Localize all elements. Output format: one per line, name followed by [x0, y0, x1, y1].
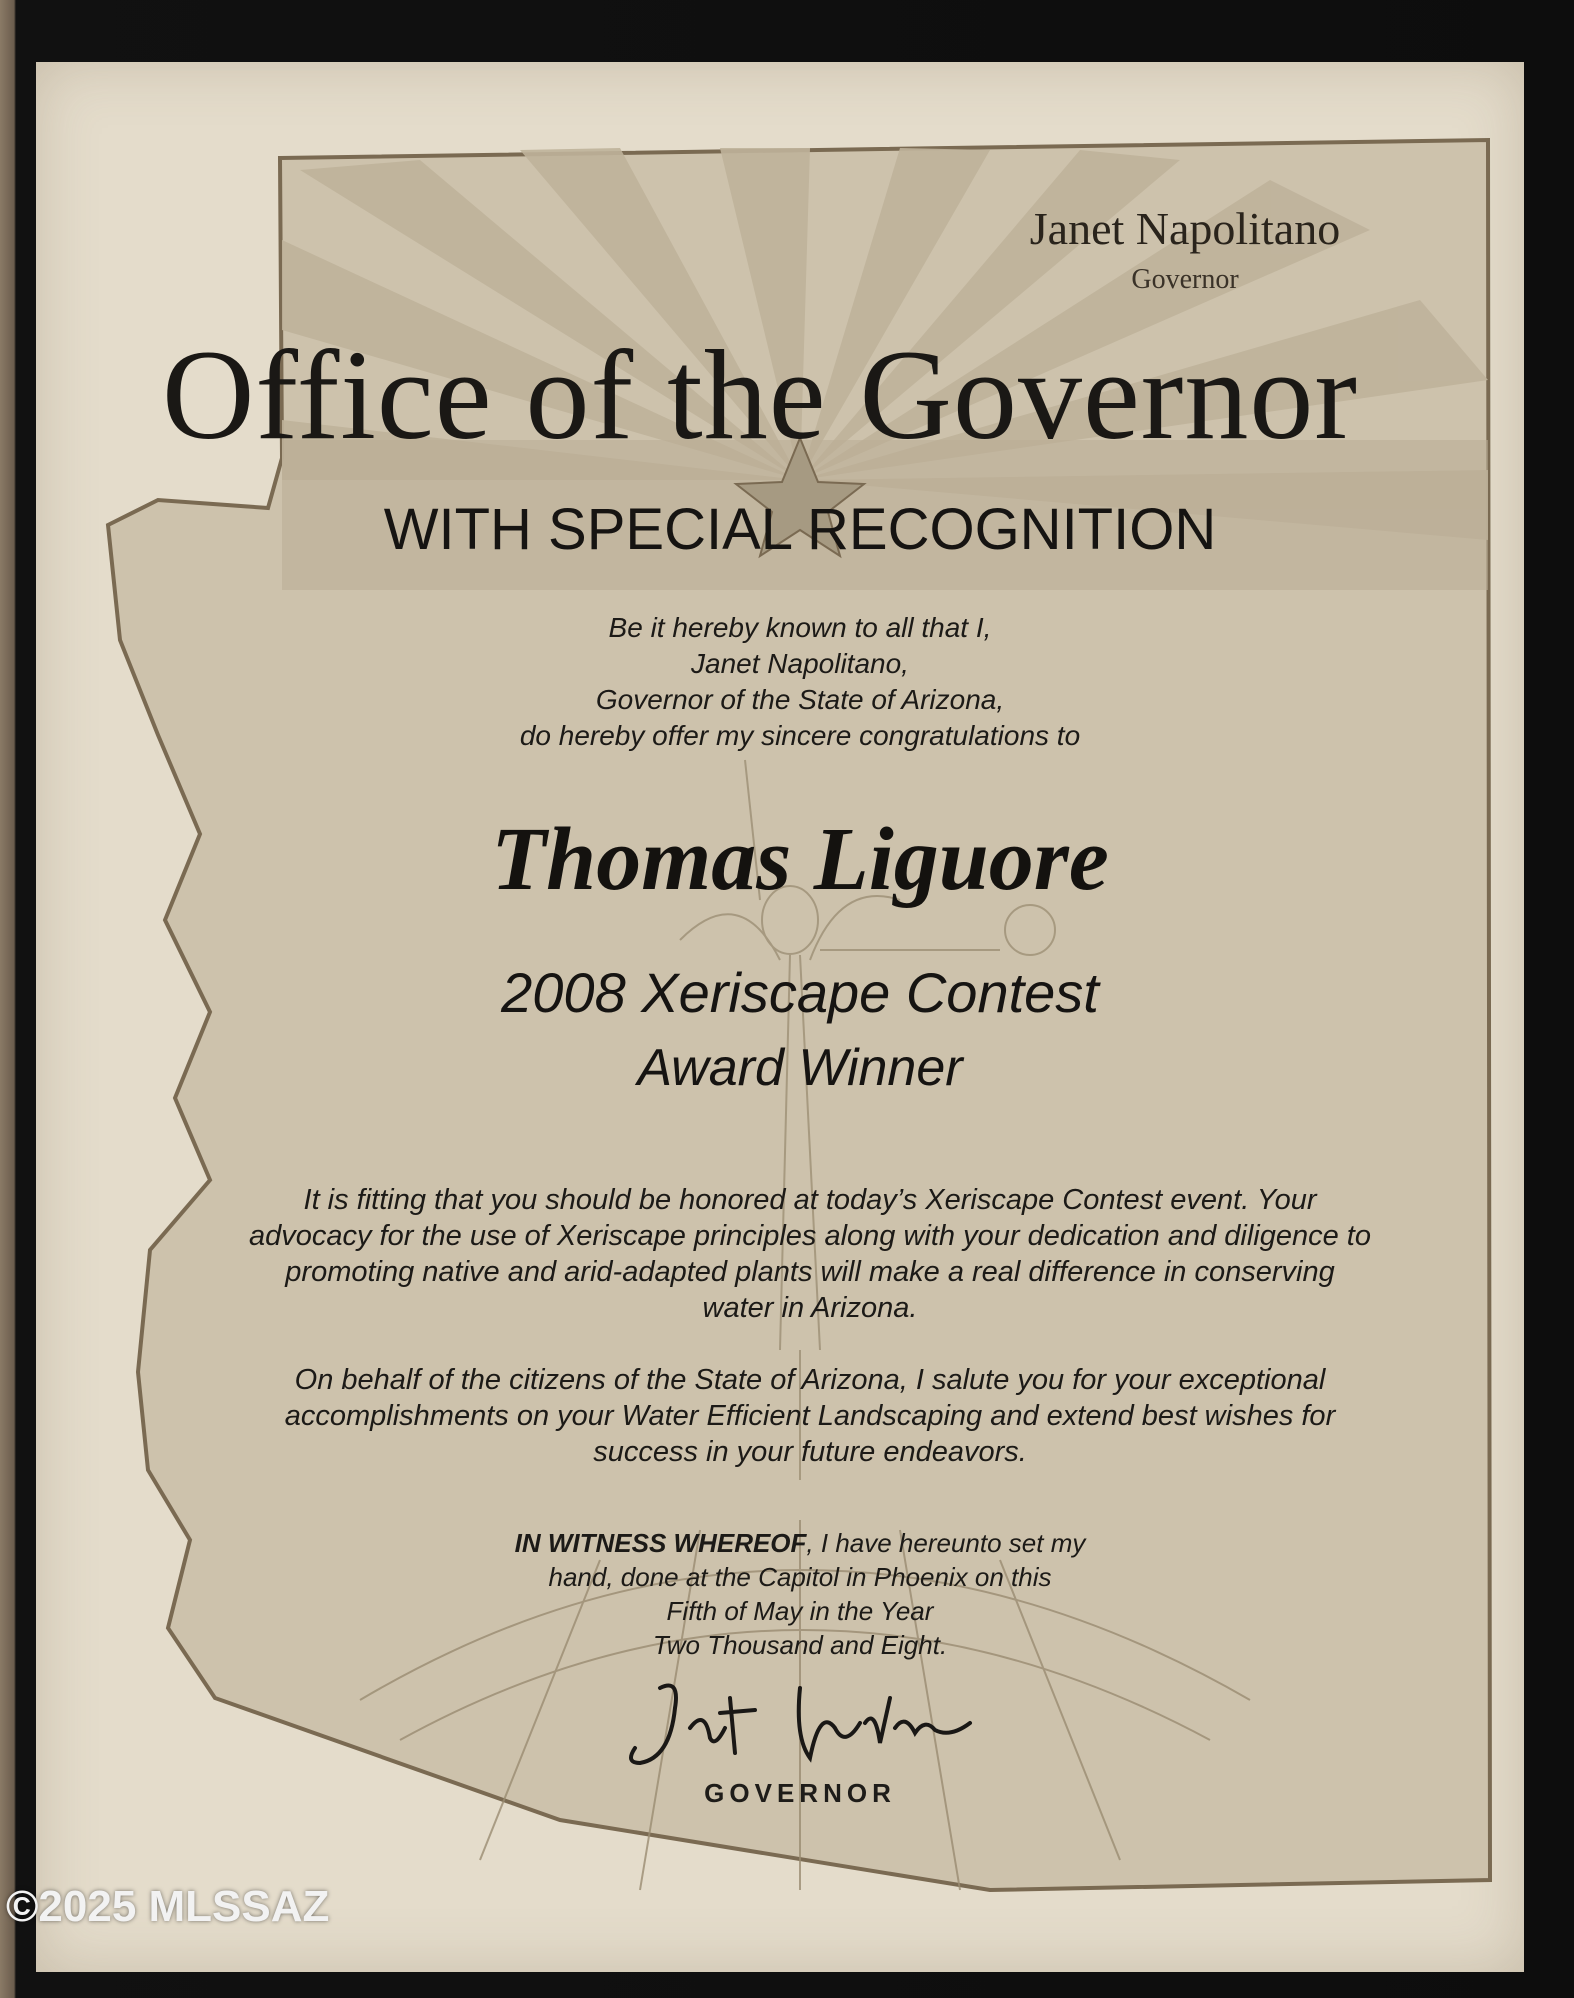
award-subtitle: Award Winner	[637, 1039, 963, 1097]
body-line: accomplishments on your Water Efficient Landscaping and extend best wishes for	[284, 1400, 1336, 1432]
intro-line: Governor of the State of Arizona,	[595, 684, 1005, 715]
body-line: On behalf of the citizens of the State of Arizona, I salute you for your exceptional	[294, 1364, 1326, 1396]
intro-line: do hereby offer my sincere congratulations to	[519, 720, 1081, 751]
handwritten-signature	[620, 1668, 1000, 1778]
recipient-name: Thomas Liguore	[491, 810, 1109, 909]
award-title: 2008 Xeriscape Contest	[501, 961, 1099, 1024]
body-line: water in Arizona.	[702, 1292, 918, 1324]
witness-lead: IN WITNESS WHEREOF	[514, 1528, 807, 1558]
recognition-heading: WITH SPECIAL RECOGNITION	[383, 497, 1217, 562]
body-line: success in your future endeavors.	[593, 1436, 1027, 1468]
governor-title: Governor	[1131, 264, 1239, 295]
office-title: Office of the Governor	[161, 324, 1359, 466]
intro-line: Janet Napolitano,	[691, 648, 909, 679]
witness-line: hand, done at the Capitol in Phoenix on this	[548, 1562, 1052, 1592]
mls-watermark: ©2025 MLSSAZ	[6, 1882, 330, 1931]
body-line: It is fitting that you should be honored at today’s Xeriscape Contest event. Your	[303, 1184, 1317, 1216]
intro-line: Be it hereby known to all that I,	[608, 612, 992, 643]
body-line: advocacy for the use of Xeriscape principles along with your dedication and diligence to	[248, 1220, 1371, 1252]
governor-name: Janet Napolitano	[1029, 203, 1341, 254]
witness-line: Two Thousand and Eight.	[652, 1630, 948, 1660]
witness-line	[420, 1528, 1180, 1559]
witness-line: Fifth of May in the Year	[666, 1596, 934, 1626]
signature-label: GOVERNOR	[704, 1778, 896, 1808]
body-line: promoting native and arid-adapted plants will make a real difference in conserving	[285, 1256, 1335, 1288]
witness-line-rest: , I have hereunto set my	[806, 1528, 1086, 1558]
